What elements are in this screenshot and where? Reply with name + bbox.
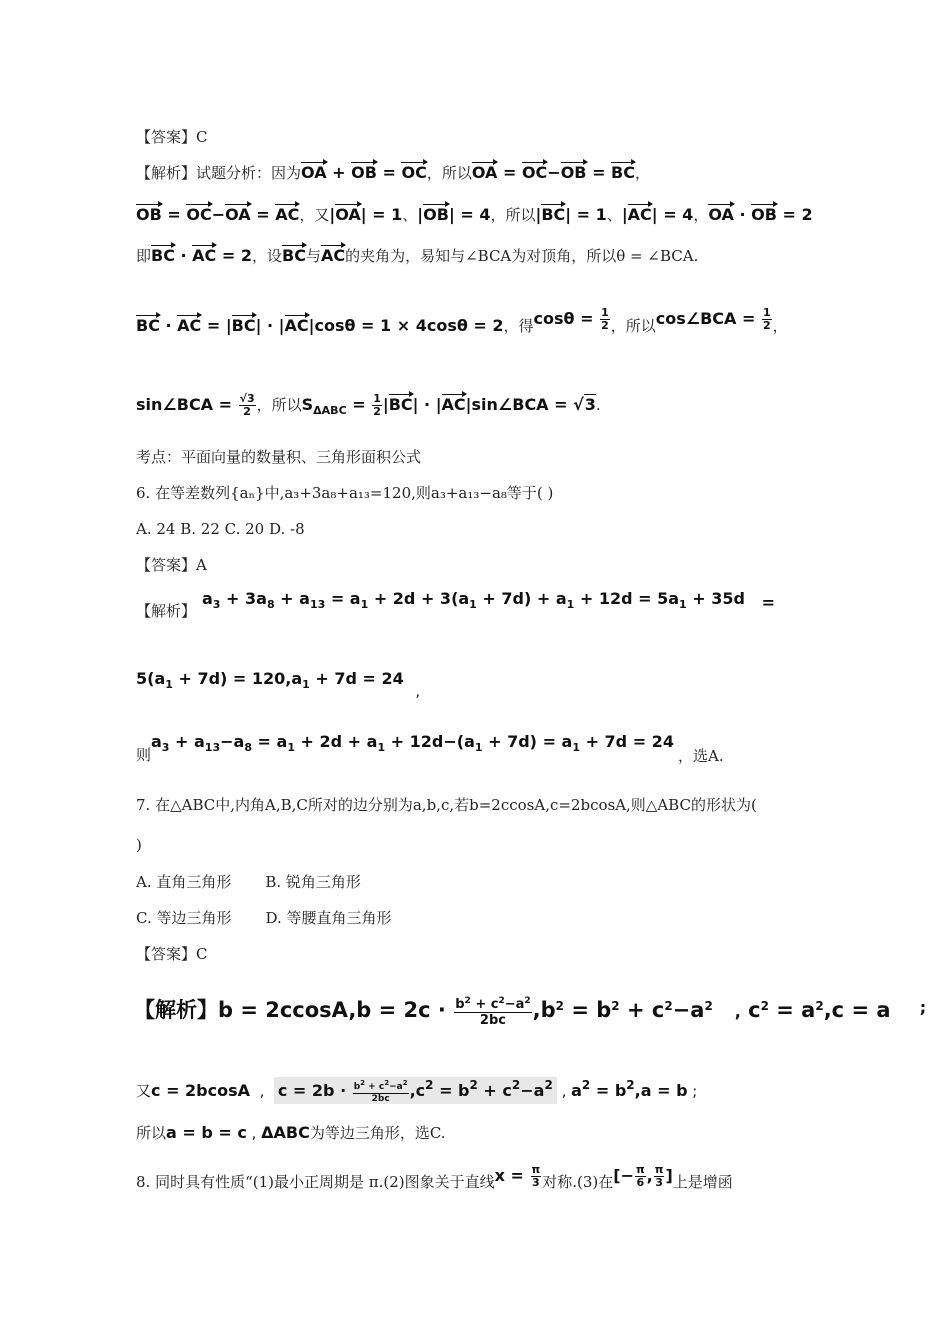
text: 又 — [136, 1082, 152, 1100]
vector: AC — [320, 246, 346, 265]
formula: c = 2bcosA — [151, 1081, 251, 1100]
text: 所以 — [136, 1124, 167, 1142]
formula: cosθ = $\frac{1}{2}$ — [533, 306, 609, 332]
formula: $S_{\Delta ABC}$ = $\frac{1}{2}$ |BC| · |AC|sin∠BCA = √3 — [301, 392, 596, 418]
text: 8. 同时具有性质“(1)最小正周期是 π.(2)图象关于直线 — [136, 1173, 495, 1191]
q6-conclusion: ，选A. — [678, 747, 724, 765]
text: 即 — [136, 247, 152, 265]
dot-product: BC · AC = 2 — [151, 246, 252, 265]
answer-value: A — [196, 556, 207, 574]
q6-answer — [136, 554, 207, 576]
q8-stem — [136, 1163, 733, 1195]
formula: a = b = c — [166, 1123, 247, 1142]
q7-stem-line2: ) — [136, 836, 142, 854]
q5-analysis-line2: OB = OC−OA = AC，又|OA| = 1、|OB| = 4，所以|BC| = 1、|AC| = 4，OA · OB = 2 — [136, 205, 813, 224]
q7-options-row2 — [136, 907, 392, 929]
text: ，又 — [299, 206, 330, 224]
text: ，得 — [503, 317, 534, 335]
option-b: B. 锐角三角形 — [265, 873, 361, 891]
text: 的夹角为，易知与∠BCA为对顶角，所以θ = ∠BCA. — [345, 247, 699, 265]
analysis-tag: 【解析】 — [136, 164, 197, 182]
q6-ze: 则 — [136, 746, 152, 764]
q5-analysis-line5: sin∠BCA = $\frac{√3}{2}$ ，所以$S_{\Delta ABC}$ = $\frac{1}{2}$ |BC| · |AC|sin∠BCA = √3. — [136, 392, 601, 418]
q5-analysis-line1: 【解析】试题分析：因为OA + OB = OC，所以OA = OC−OB = BC， — [136, 163, 650, 182]
magnitude: |BC| = 1 — [535, 205, 607, 224]
answer-value: C — [196, 945, 208, 963]
q6-formula-line3: $a_3 + a_{13}-a_8 = a_1 + 2d + a_1 + 12d-(a_1 + 7d) = a_1 + 7d = 24$ — [151, 732, 674, 754]
q6-stem: 6. 在等差数列{aₙ}中,a₃+3a₈+a₁₃=120,则a₃+a₁₃−a₈等于( ) — [136, 484, 554, 502]
text: ，所以 — [490, 206, 536, 224]
text: 与 — [305, 247, 321, 265]
q7-options-row1 — [136, 871, 361, 893]
formula: BC · AC = |BC| · |AC|cosθ = 1 × 4cosθ = 2 — [136, 316, 504, 335]
highlighted-formula: c = 2b · $\frac{b^2 + c^2-a^2}{2bc}$ $,c^2 = b^2 + c^2-a^2$ — [274, 1077, 557, 1104]
text: ，所以 — [426, 164, 472, 182]
dot-product: OA · OB = 2 — [708, 205, 813, 224]
q7-stem-line1: 7. 在△ABC中,内角A,B,C所对的边分别为a,b,c,若b=2ccosA,c=2bcosA,则△ABC的形状为( — [136, 796, 757, 814]
answer-tag: 【答案】 — [136, 556, 197, 574]
text: 为等边三角形，选C. — [309, 1124, 446, 1142]
formula: cos∠BCA = $\frac{1}{2}$ — [655, 306, 771, 332]
magnitude: |OB| = 4 — [417, 205, 491, 224]
answer-value: C — [196, 128, 208, 146]
analysis-tag: 【解析】 — [134, 998, 218, 1022]
text: ，设 — [251, 247, 282, 265]
text: 、 — [606, 206, 622, 224]
text: 上是增函 — [672, 1173, 733, 1191]
vector-equation: OB = OC−OA = AC — [136, 205, 300, 224]
magnitude: |OA| = 1 — [329, 205, 403, 224]
formula: x = $\frac{\pi}{3}$ — [494, 1163, 541, 1189]
formula: $a^2 = b^2,a = b$ — [571, 1078, 688, 1100]
q5-answer — [136, 126, 208, 148]
formula: ΔABC — [261, 1123, 310, 1142]
vector: BC — [282, 246, 306, 265]
q6-analysis-tag: 【解析】 — [136, 602, 197, 620]
vector-equation: OA + OB = OC — [301, 163, 427, 182]
q6-formula-line2: $5(a_1 + 7d) = 120,a_1 + 7d = 24$ , — [136, 669, 421, 700]
answer-tag: 【答案】 — [136, 128, 197, 146]
option-c: C. 等边三角形 — [136, 909, 232, 927]
formula: sin∠BCA = $\frac{√3}{2}$ — [136, 392, 255, 418]
option-a: A. 直角三角形 — [136, 873, 232, 891]
q7-analysis-line3: 所以a = b = c , ΔABC为等边三角形，选C. — [136, 1123, 446, 1142]
q5-analysis-line4: BC · AC = |BC| · |AC|cosθ = 1 × 4cosθ = 2，得cosθ = $\frac{1}{2}$ ，所以cos∠BCA = $\frac{1}{2}$ ， — [136, 306, 788, 335]
q6-options: A. 24 B. 22 C. 20 D. -8 — [136, 520, 305, 538]
q5-analysis-line3 — [136, 245, 698, 267]
text: ，所以 — [610, 317, 656, 335]
interval: [− $\frac{\pi}{6}$ , $\frac{\pi}{3}$ ] — [613, 1163, 673, 1189]
q7-analysis-line1: 【解析】b = 2ccosA,b = 2c · $\frac{b^2 + c^2-a^2}{2bc}$ $,b^2 = b^2 + c^2-a^2$ , $c^2 = a^2,c = a$ ; — [134, 996, 927, 1028]
vector-equation: OA = OC−OB = BC — [471, 163, 635, 182]
text: 对称.(3)在 — [542, 1173, 614, 1191]
q7-answer — [136, 943, 208, 965]
text: 试题分析：因为 — [196, 164, 302, 182]
text: ，所以 — [256, 396, 302, 414]
text: 、 — [402, 206, 418, 224]
option-d: D. 等腰直角三角形 — [265, 909, 392, 927]
q7-analysis-line2: 又c = 2bcosA , c = 2b · $\frac{b^2 + c^2-a^2}{2bc}$ $,c^2 = b^2 + c^2-a^2$ , $a^2 = b^2,a = b$ ; — [136, 1078, 698, 1104]
q5-kaodian: 考点：平面向量的数量积、三角形面积公式 — [136, 448, 422, 466]
magnitude: |AC| = 4 — [621, 205, 694, 224]
answer-tag: 【答案】 — [136, 945, 197, 963]
q6-formula-line1: $a_3 + 3a_8 + a_{13} = a_1 + 2d + 3(a_1 + 7d) + a_1 + 12d = 5a_1 + 35d$ = — [202, 589, 776, 612]
